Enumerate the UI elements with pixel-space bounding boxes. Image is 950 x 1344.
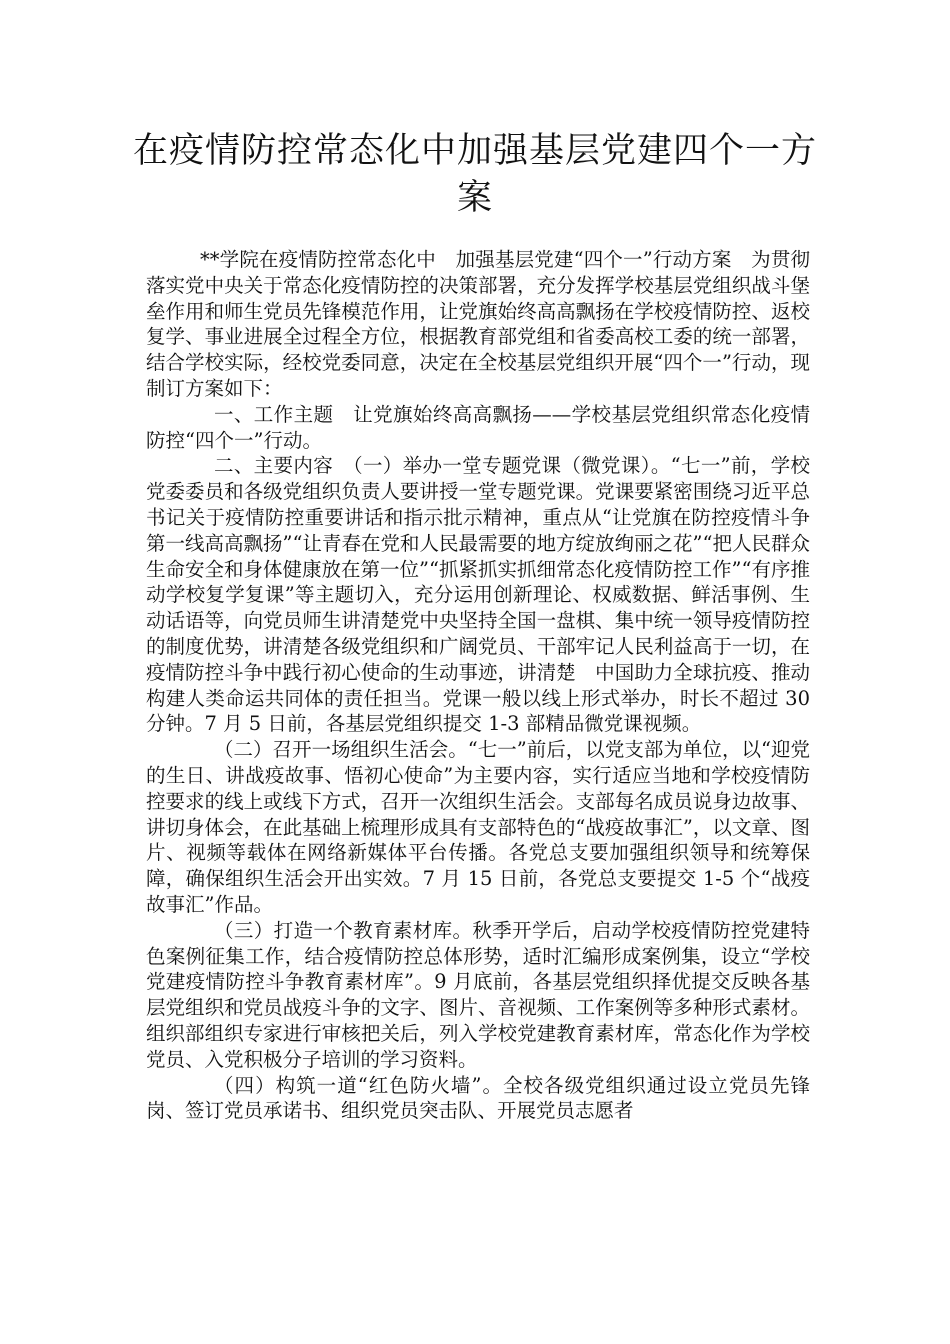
document-title: 在疫情防控常态化中加强基层党建四个一方案 — [132, 131, 817, 218]
section-main-content: 二、主要内容 （一）举办一堂专题党课（微党课）。“七一”前，学校党委委员和各级党组织负责人要讲授一堂专题党课。党课要紧密围绕习近平总书记关于疫情防控重要讲话和指示批示精神，重点从“让党旗在防控疫情斗争第一线高高飘扬”“让青春在党和人民最需要的地方绽放绚丽之花”“把人民群众生命安全和身体健康放在第一位”“抓紧抓实抓细常态化疫情防控工作”“有序推动学校复学复课”等主题切入，充分运用创新理论、权威数据、鲜活事例、生动话语等，向党员师生讲清楚党中央坚持全国一盘棋、集中统一领导疫情防控的制度优势，讲清楚各级党组织和广阔党员、干部牢记人民利益高于一切，在疫情防控斗争中践行初心使命的生动事迹，讲清楚 中国助力全球抗疫、推动构建人类命运共同体的责任担当。党课一般以线上形式举办，时长不超过 30 分钟。7 月 5 日前，各基层党组织提交 1-3 部精品微党课视频。 — [146, 454, 810, 736]
document-body — [146, 247, 810, 1124]
section-work-theme: 一、工作主题 让党旗始终高高飘扬——学校基层党组织常态化疫情防控“四个一”行动。 — [146, 402, 810, 452]
intro-paragraph: **学院在疫情防控常态化中 加强基层党建“四个一”行动方案 为贯彻落实党中央关于常态化疫情防控的决策部署，充分发挥学校基层党组织战斗堡垒作用和师生党员先锋模范作用，让党旗始终高高飘扬在学校疫情防控、返校复学、事业进展全过程全方位，根据教育部党组和省委高校工委的统一部署，结合学校实际，经校党委同意，决定在全校基层党组织开展“四个一”行动，现制订方案如下： — [146, 248, 810, 400]
item-organization-life-meeting: （二）召开一场组织生活会。“七一”前后，以党支部为单位，以“迎党的生日、讲战疫故事、悟初心使命”为主要内容，实行适应当地和学校疫情防控要求的线上或线下方式，召开一次组织生活会。支部每名成员说身边故事、讲切身体会，在此基础上梳理形成具有支部特色的“战疫故事汇”，以文章、图片、视频等载体在网络新媒体平台传播。各党总支要加强组织领导和统筹保障，确保组织生活会开出实效。7 月 15 日前，各党总支要提交 1-5 个“战疫故事汇”作品。 — [146, 738, 810, 916]
item-red-firewall: （四）构筑一道“红色防火墙”。全校各级党组织通过设立党员先锋岗、签订党员承诺书、组织党员突击队、开展党员志愿者 — [146, 1073, 810, 1123]
item-education-material-library: （三）打造一个教育素材库。秋季开学后，启动学校疫情防控党建特色案例征集工作，结合疫情防控总体形势，适时汇编形成案例集，设立“学校党建疫情防控斗争教育素材库”。9 月底前，各基层党组织择优提交反映各基层党组织和党员战疫斗争的文字、图片、音视频、工作案例等多种形式素材。组织部组织专家进行审核把关后，列入学校党建教育素材库，常态化作为学校党员、入党积极分子培训的学习资料。 — [146, 918, 810, 1071]
